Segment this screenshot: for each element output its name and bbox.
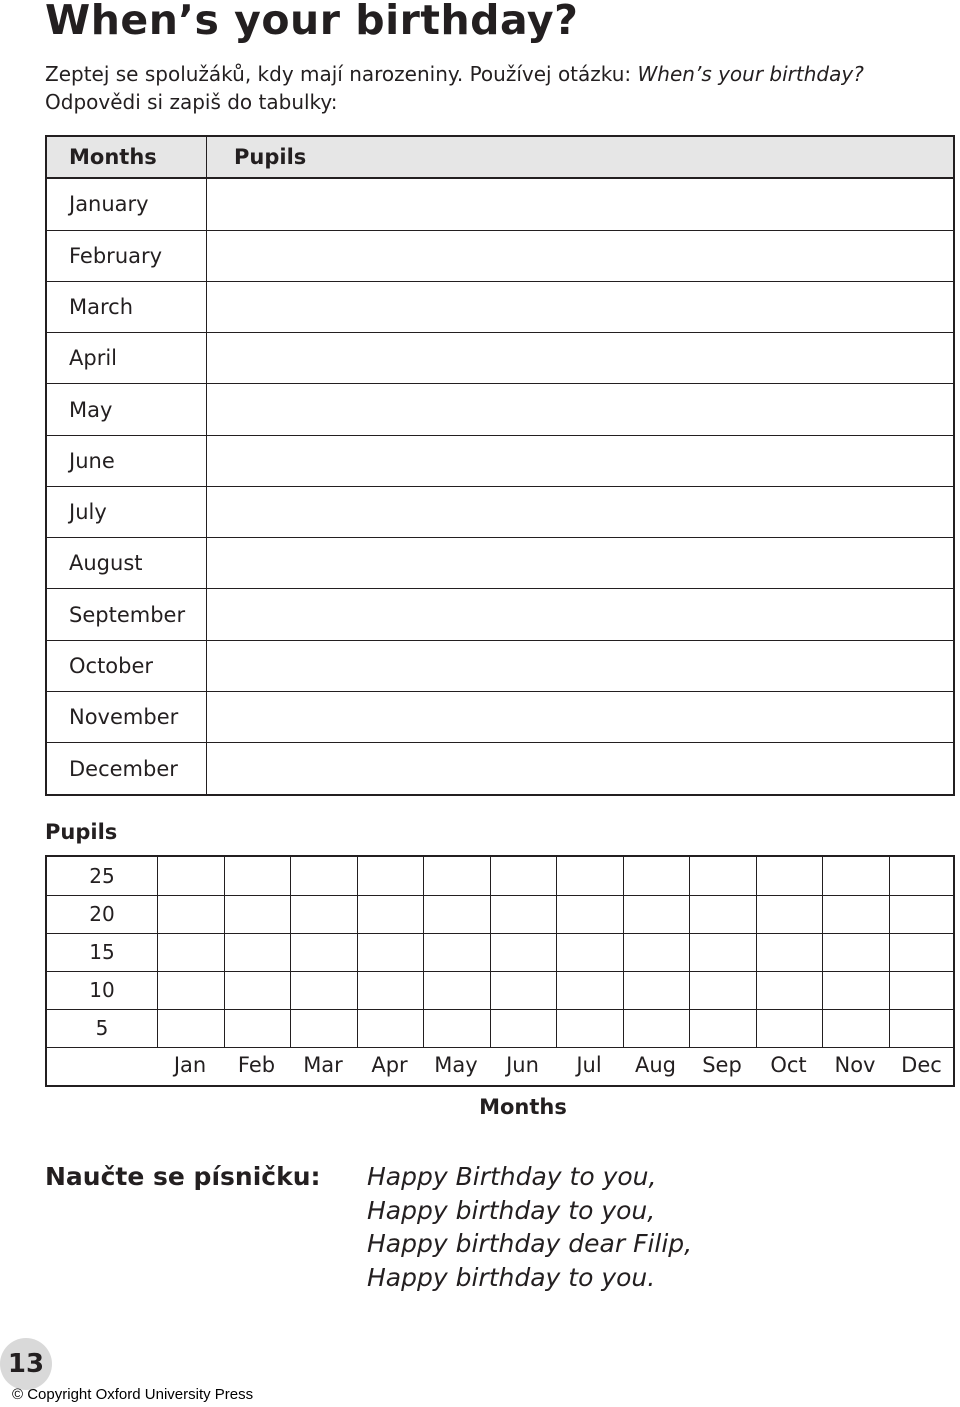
grid-line-horizontal	[47, 933, 953, 934]
x-tick-label: Dec	[901, 1053, 942, 1077]
x-tick-label: Jul	[576, 1053, 602, 1077]
grid-line-vertical	[689, 857, 690, 1048]
pupils-answer-cell[interactable]	[207, 178, 955, 230]
y-tick-label: 25	[89, 864, 115, 888]
month-cell: October	[46, 640, 207, 691]
month-cell: May	[46, 384, 207, 435]
x-tick-label: Feb	[237, 1053, 276, 1077]
bar-chart-grid	[45, 855, 955, 1087]
table-row	[46, 435, 954, 486]
song-line: Happy birthday to you.	[367, 1262, 656, 1292]
copyright: © Copyright Oxford University Press	[12, 1386, 254, 1403]
grid-line-horizontal	[47, 1047, 953, 1048]
pupils-answer-cell[interactable]	[207, 384, 955, 435]
page-number: 13	[0, 1338, 52, 1390]
table-row	[46, 640, 954, 691]
song-lyrics	[367, 1160, 692, 1294]
song-line: Happy Birthday to you,	[367, 1162, 657, 1191]
month-cell: September	[46, 589, 207, 640]
pupils-answer-cell[interactable]	[207, 743, 955, 795]
grid-line-vertical	[822, 857, 823, 1048]
table-row	[46, 230, 954, 281]
grid-line-vertical	[290, 857, 291, 1048]
month-cell: February	[46, 230, 207, 281]
y-tick-label: 15	[89, 940, 115, 964]
instruction-text: Zeptej se spolužáků, kdy mají narozeniny. Používej otázku:	[45, 62, 638, 86]
x-tick-label: Apr	[371, 1053, 408, 1077]
y-tick-label: 10	[89, 978, 115, 1002]
grid-line-horizontal	[47, 1009, 953, 1010]
pupils-answer-cell[interactable]	[207, 691, 955, 742]
x-tick-label: May	[434, 1053, 478, 1077]
month-cell: April	[46, 333, 207, 384]
table-row	[46, 282, 954, 333]
table-row	[46, 589, 954, 640]
pupils-header: Pupils	[207, 136, 955, 178]
instruction-text-2: Odpovědi si zapiš do tabulky:	[45, 90, 338, 114]
instruction-question: When’s your birthday?	[637, 62, 864, 86]
grid-line-vertical	[756, 857, 757, 1048]
x-tick-label: Jan	[173, 1053, 207, 1077]
grid-line-vertical	[423, 857, 424, 1048]
table-row	[46, 384, 954, 435]
x-tick-label: Jun	[506, 1053, 539, 1077]
grid-line-vertical	[157, 857, 158, 1048]
table-row	[46, 691, 954, 742]
pupils-answer-cell[interactable]	[207, 435, 955, 486]
x-tick-label: Mar	[303, 1053, 343, 1077]
grid-line-vertical	[357, 857, 358, 1048]
song-line: Happy birthday to you,	[367, 1195, 656, 1225]
pupils-answer-cell[interactable]	[207, 538, 955, 589]
month-cell: June	[46, 435, 207, 486]
table-row	[46, 333, 954, 384]
grid-line-vertical	[623, 857, 624, 1048]
chart-y-label: Pupils	[45, 820, 118, 844]
month-cell: August	[46, 538, 207, 589]
grid-line-vertical	[490, 857, 491, 1048]
grid-line-horizontal	[47, 971, 953, 972]
table-row	[46, 486, 954, 537]
x-tick-label: Nov	[834, 1053, 876, 1077]
pupils-answer-cell[interactable]	[207, 486, 955, 537]
chart-x-label: Months	[479, 1095, 567, 1119]
x-tick-label: Aug	[634, 1053, 676, 1077]
table-row	[46, 178, 954, 230]
pupils-answer-cell[interactable]	[207, 230, 955, 281]
x-tick-label: Oct	[770, 1053, 807, 1077]
month-cell: December	[46, 743, 207, 795]
y-tick-label: 20	[89, 902, 115, 926]
song-line: Happy birthday dear Filip,	[367, 1229, 693, 1258]
month-cell: January	[46, 178, 207, 230]
table-row	[46, 538, 954, 589]
y-tick-label: 5	[95, 1016, 109, 1040]
birthday-table	[45, 135, 955, 796]
x-tick-label: Sep	[702, 1053, 742, 1077]
page-title: When’s your birthday?	[45, 0, 579, 44]
pupils-answer-cell[interactable]	[207, 333, 955, 384]
months-header: Months	[46, 136, 207, 178]
table-row	[46, 743, 954, 795]
month-cell: November	[46, 691, 207, 742]
pupils-answer-cell[interactable]	[207, 589, 955, 640]
grid-line-vertical	[556, 857, 557, 1048]
pupils-answer-cell[interactable]	[207, 282, 955, 333]
table-header-row	[46, 136, 954, 178]
month-cell: March	[46, 282, 207, 333]
instructions	[45, 60, 864, 116]
grid-line-vertical	[224, 857, 225, 1048]
grid-line-horizontal	[47, 895, 953, 896]
pupils-answer-cell[interactable]	[207, 640, 955, 691]
grid-line-vertical	[889, 857, 890, 1048]
month-cell: July	[46, 486, 207, 537]
song-heading: Naučte se písničku:	[45, 1162, 321, 1191]
